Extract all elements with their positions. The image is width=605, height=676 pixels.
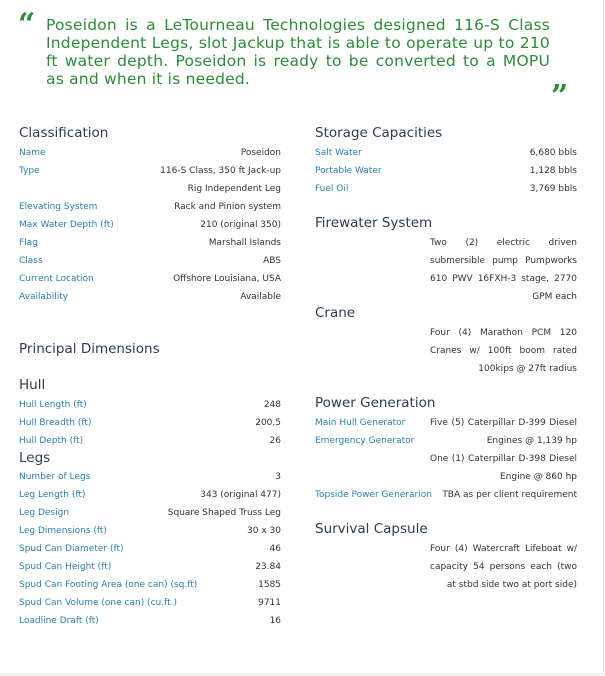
table-row — [19, 576, 281, 594]
table-row — [19, 162, 281, 180]
hull-title: Hull — [19, 377, 46, 393]
firewater-description: Two (2) electric driven submersible pump Pumpworks 610 PWV 16FXH-3 stage, 2770 GPM each — [430, 238, 577, 302]
table-row — [315, 180, 577, 198]
row-value: 16 — [269, 616, 281, 626]
row-label: Leg Length (ft) — [19, 490, 86, 500]
row-value: Square Shaped Truss Leg — [167, 508, 281, 518]
table-row — [19, 288, 281, 306]
row-label: Number of Legs — [19, 472, 91, 482]
classification-title: Classification — [19, 125, 109, 141]
row-value: Poseidon — [240, 148, 281, 158]
row-label: Hull Depth (ft) — [19, 436, 84, 446]
table-row — [19, 612, 281, 630]
table-row — [19, 468, 281, 486]
table-row — [315, 486, 577, 504]
row-label: Main Hull Generator — [315, 418, 406, 428]
table-row — [19, 252, 281, 270]
row-value: 46 — [269, 544, 281, 554]
row-value: Available — [240, 292, 281, 302]
crane-description: Four (4) Marathon PCM 120 Cranes w/ 100ft boom rated 100kips @ 27ft radius — [430, 328, 577, 374]
table-row — [19, 522, 281, 540]
row-value: 210 (original 350) — [200, 220, 281, 230]
row-value: Rig Independent Leg — [187, 184, 281, 194]
emergency-generator-label-row — [315, 432, 430, 450]
row-label: Salt Water — [315, 148, 362, 158]
row-value: 3 — [275, 472, 281, 482]
table-row — [19, 558, 281, 576]
row-label: Flag — [19, 238, 38, 248]
row-label: Spud Can Footing Area (one can) (sq.ft) — [19, 580, 198, 590]
row-label: Current Location — [19, 274, 94, 284]
open-quote-icon: “ — [18, 7, 36, 42]
row-label: Emergency Generator — [315, 436, 415, 446]
row-label: Hull Breadth (ft) — [19, 418, 92, 428]
row-label: Spud Can Diameter (ft) — [19, 544, 124, 554]
row-value: 343 (original 477) — [200, 490, 281, 500]
storage-capacities-title: Storage Capacities — [315, 125, 443, 141]
row-label: Portable Water — [315, 166, 382, 176]
row-label: Leg Dimensions (ft) — [19, 526, 107, 536]
row-value: 30 x 30 — [247, 526, 281, 536]
row-label: Type — [19, 166, 40, 176]
firewater-system-title: Firewater System — [315, 215, 433, 231]
row-value: 6,680 bbls — [529, 148, 577, 158]
row-value: 1,128 bbls — [529, 166, 577, 176]
main-hull-generator-label-row — [315, 414, 430, 432]
row-value: Rack and Pinion system — [174, 202, 281, 212]
row-value: 248 — [263, 400, 281, 410]
survival-capsule-title: Survival Capsule — [315, 521, 428, 537]
row-label: Topside Power Generarion — [315, 490, 432, 500]
table-row — [19, 540, 281, 558]
table-row — [19, 486, 281, 504]
row-label: Leg Design — [19, 508, 70, 518]
row-value: ABS — [263, 256, 281, 266]
table-row — [19, 180, 281, 198]
row-value: 26 — [269, 436, 281, 446]
table-row — [19, 198, 281, 216]
row-label: Loadline Draft (ft) — [19, 616, 99, 626]
table-row — [19, 504, 281, 522]
table-row — [19, 270, 281, 288]
row-label: Elevating System — [19, 202, 98, 212]
row-value: 9711 — [258, 598, 281, 608]
emergency-generator-value: One (1) Caterpillar D-398 Diesel Engine @ 860 hp — [430, 454, 577, 482]
row-label: Class — [19, 256, 43, 266]
table-row — [315, 162, 577, 180]
crane-title: Crane — [315, 305, 356, 321]
row-value: 23.84 — [255, 562, 281, 572]
row-label: Fuel Oil — [315, 184, 349, 194]
table-row — [19, 594, 281, 612]
row-value: 1585 — [258, 580, 281, 590]
power-generation-title: Power Generation — [315, 395, 436, 411]
row-label: Spud Can Volume (one can) (cu.ft.) — [19, 598, 177, 608]
table-row — [315, 144, 577, 162]
row-label: Hull Length (ft) — [19, 400, 87, 410]
main-hull-generator-value: Five (5) Caterpillar D-399 Diesel Engines @ 1,139 hp — [430, 418, 577, 446]
row-value: TBA as per client requirement — [442, 490, 577, 500]
table-row — [19, 432, 281, 450]
row-value: 116-S Class, 350 ft Jack-up — [160, 166, 281, 176]
table-row — [19, 216, 281, 234]
row-label: Spud Can Height (ft) — [19, 562, 112, 572]
row-label: Name — [19, 148, 46, 158]
table-row — [19, 234, 281, 252]
principal-dimensions-title: Principal Dimensions — [19, 341, 160, 357]
intro-quote: Poseidon is a LeTourneau Technologies designed 116-S Class Independent Legs, slot Jackup that is able to operate up to 210 ft water depth. Poseidon is ready to be converted to a MOPU as and when it is needed. — [46, 16, 550, 88]
row-value: Offshore Louisiana, USA — [173, 274, 281, 284]
row-value: 200.5 — [255, 418, 281, 428]
row-label: Availability — [19, 292, 69, 302]
close-quote-icon: ” — [551, 79, 569, 114]
row-label: Max Water Depth (ft) — [19, 220, 114, 230]
row-value: Marshall Islands — [208, 238, 281, 248]
survival-capsule-description: Four (4) Watercraft Lifeboat w/ capacity 54 persons each (two at stbd side two at port side) — [430, 544, 577, 590]
row-value: 3,769 bbls — [529, 184, 577, 194]
table-row — [19, 396, 281, 414]
legs-title: Legs — [19, 450, 51, 466]
table-row — [19, 144, 281, 162]
table-row — [19, 414, 281, 432]
